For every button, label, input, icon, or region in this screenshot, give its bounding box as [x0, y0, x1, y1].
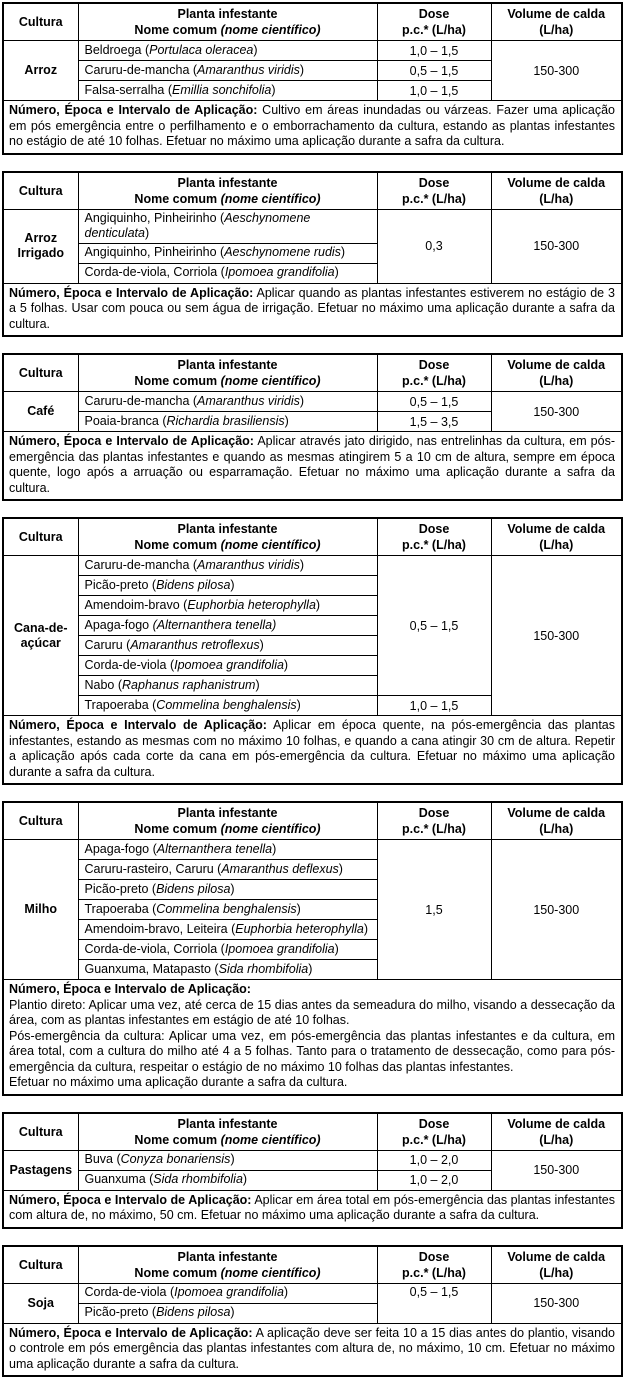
note-label: Número, Época e Intervalo de Aplicação:	[9, 1325, 253, 1340]
table-pastagens	[2, 1112, 623, 1229]
scientific-name: (Alternanthera tenella)	[152, 617, 277, 632]
scientific-name: Aeschynomene denticulata	[84, 210, 311, 240]
plant-cell: Picão-preto (Bidens pilosa)	[78, 576, 377, 596]
col-header-volume: Volume de calda (L/ha)	[491, 354, 622, 392]
note-text: Aplicar através jato dirigido, nas entrelinhas da cultura, em pós-emergência das plantas infestantes e quando as mesmas atingirem 5 a 10 cm de altura, sempre em época quente, logo após a arruação ou esparramação. Efetuar no máximo uma aplicação durante a safra da cultura.	[9, 434, 615, 495]
note-text: Aplicar em área total em pós-emergência das plantas infestantes com altura de, no máximo, 50 cm. Efetuar no máximo uma aplicação durante a safra da cultura.	[9, 1192, 616, 1222]
dose-cell: 1,0 – 2,0	[377, 1170, 491, 1190]
scientific-name: Ipomoea grandifolia	[174, 1285, 284, 1300]
header-row	[3, 802, 622, 840]
header-row	[3, 1113, 622, 1151]
scientific-name: Sida rhombifolia	[218, 961, 309, 976]
plant-cell: Trapoeraba (Commelina benghalensis)	[78, 696, 377, 716]
col-header-dose: Dose p.c.* (L/ha)	[377, 1246, 491, 1284]
scientific-name: Amaranthus deflexus	[221, 861, 339, 876]
scientific-name: Conyza bonariensis	[120, 1152, 231, 1167]
note-row	[3, 1190, 622, 1228]
col-header-dose: Dose p.c.* (L/ha)	[377, 3, 491, 41]
note-paragraph: Efetuar no máximo uma aplicação durante a safra da cultura.	[9, 1075, 348, 1089]
note-row	[3, 101, 622, 154]
cultura-cell: Arroz Irrigado	[3, 209, 78, 283]
col-header-cultura: Cultura	[3, 802, 78, 840]
col-header-cultura: Cultura	[3, 1246, 78, 1284]
application-note	[3, 1190, 622, 1228]
col-header-planta: Planta infestante Nome comum (nome científico)	[78, 1113, 377, 1151]
scientific-name: Aeschynomene rudis	[224, 245, 341, 260]
dose-cell: 1,0 – 1,5	[377, 81, 491, 101]
application-note	[3, 1323, 622, 1376]
note-label: Número, Época e Intervalo de Aplicação:	[9, 1192, 252, 1207]
scientific-name: Commelina benghalensis	[156, 697, 297, 712]
note-label: Número, Época e Intervalo de Aplicação:	[9, 718, 267, 732]
plant-cell: Corda-de-viola, Corriola (Ipomoea grandifolia)	[78, 940, 377, 960]
dose-cell: 0,5 – 1,5	[377, 61, 491, 81]
cultura-cell: Pastagens	[3, 1150, 78, 1190]
plant-cell: Caruru-de-mancha (Amaranthus viridis)	[78, 61, 377, 81]
note-paragraph: Plantio direto: Aplicar uma vez, até cerca de 15 dias antes da semeadura do milho, visando a dessecação da área, com as plantas infestantes em estágio de até 10 folhas.	[9, 997, 615, 1027]
scientific-name: Richardia brasiliensis	[166, 413, 285, 428]
header-row	[3, 3, 622, 41]
dose-cell: 1,0 – 1,5	[377, 696, 491, 716]
scientific-name: Ipomoea grandifolia	[174, 657, 284, 672]
col-header-cultura: Cultura	[3, 3, 78, 41]
plant-cell: Guanxuma, Matapasto (Sida rhombifolia)	[78, 960, 377, 980]
note-row	[3, 716, 622, 785]
col-header-dose: Dose p.c.* (L/ha)	[377, 172, 491, 210]
plant-cell: Caruru (Amaranthus retroflexus)	[78, 636, 377, 656]
plant-cell: Angiquinho, Pinheirinho (Aeschynomene denticulata)	[78, 209, 377, 243]
col-header-volume: Volume de calda (L/ha)	[491, 1246, 622, 1284]
scientific-name: Euphorbia heterophylla	[235, 921, 364, 936]
volume-cell: 150-300	[491, 840, 622, 980]
note-row	[3, 432, 622, 501]
dose-cell: 1,5 – 3,5	[377, 412, 491, 432]
plant-cell: Caruru-rasteiro, Caruru (Amaranthus deflexus)	[78, 860, 377, 880]
plant-cell: Buva (Conyza bonariensis)	[78, 1150, 377, 1170]
plant-cell: Falsa-serralha (Emillia sonchifolia)	[78, 81, 377, 101]
note-row	[3, 980, 622, 1095]
scientific-name: Euphorbia heterophylla	[187, 597, 316, 612]
col-header-dose: Dose p.c.* (L/ha)	[377, 518, 491, 556]
col-header-dose: Dose p.c.* (L/ha)	[377, 1113, 491, 1151]
dose-cell: 1,0 – 2,0	[377, 1150, 491, 1170]
application-note	[3, 101, 622, 154]
dose-cell: 0,3	[377, 209, 491, 283]
plant-cell: Guanxuma (Sida rhombifolia)	[78, 1170, 377, 1190]
note-row	[3, 1323, 622, 1376]
plant-cell: Amendoim-bravo, Leiteira (Euphorbia heterophylla)	[78, 920, 377, 940]
dose-cell: 0,5 – 1,5	[377, 556, 491, 696]
note-label: Número, Época e Intervalo de Aplicação:	[9, 982, 251, 996]
header-row	[3, 354, 622, 392]
col-header-cultura: Cultura	[3, 354, 78, 392]
scientific-name: Ipomoea grandifolia	[224, 941, 335, 956]
plant-cell: Amendoim-bravo (Euphorbia heterophylla)	[78, 596, 377, 616]
table-cafe	[2, 353, 623, 501]
volume-cell: 150-300	[491, 209, 622, 283]
table-row	[3, 556, 622, 576]
volume-cell: 150-300	[491, 1283, 622, 1323]
note-label: Número, Época e Intervalo de Aplicação:	[9, 285, 254, 300]
table-cana-de-acucar	[2, 517, 623, 785]
note-label: Número, Época e Intervalo de Aplicação:	[9, 103, 258, 117]
header-row	[3, 518, 622, 556]
plant-cell: Corda-de-viola, Corriola (Ipomoea grandifolia)	[78, 263, 377, 283]
plant-cell: Caruru-de-mancha (Amaranthus viridis)	[78, 556, 377, 576]
col-header-cultura: Cultura	[3, 1113, 78, 1151]
scientific-name: Bidens pilosa	[156, 881, 231, 896]
plant-cell: Corda-de-viola (Ipomoea grandifolia)	[78, 1283, 377, 1303]
table-row	[3, 840, 622, 860]
cultura-cell: Milho	[3, 840, 78, 980]
table-milho	[2, 801, 623, 1096]
plant-cell: Nabo (Raphanus raphanistrum)	[78, 676, 377, 696]
note-text: A aplicação deve ser feita 10 a 15 dias antes do plantio, visando o controle em pós emergência das plantas infestantes com altura de, no máximo, 10 cm. Efetuar no máximo uma aplicação durante a safra da cultura.	[9, 1325, 615, 1371]
col-header-volume: Volume de calda (L/ha)	[491, 3, 622, 41]
col-header-planta: Planta infestante Nome comum (nome científico)	[78, 802, 377, 840]
note-label: Número, Época e Intervalo de Aplicação:	[9, 434, 254, 448]
note-text: Aplicar quando as plantas infestantes estiverem no estágio de 3 a 5 folhas. Usar com pouca ou sem água de irrigação. Efetuar no máximo uma aplicação durante a safra da cultura.	[9, 285, 616, 331]
scientific-name: Alternanthera tenella	[156, 841, 273, 856]
col-header-planta-line2: Nome comum (nome científico)	[134, 23, 321, 37]
cultura-cell: Cana-de-açúcar	[3, 556, 78, 716]
cultura-cell: Soja	[3, 1283, 78, 1323]
plant-cell: Trapoeraba (Commelina benghalensis)	[78, 900, 377, 920]
note-text: Aplicar em época quente, na pós-emergência das plantas infestantes, estando as mesmas com no máximo 10 folhas, e quando a cana atingir 30 cm de altura. Repetir a aplicação após cada corte da cana em pós-emergência da cultura. Efetuar no máximo uma aplicação durante a safra da cultura.	[9, 718, 615, 779]
application-note	[3, 716, 622, 785]
plant-cell: Beldroega (Portulaca oleracea)	[78, 41, 377, 61]
col-header-dose: Dose p.c.* (L/ha)	[377, 354, 491, 392]
note-row	[3, 283, 622, 336]
col-header-volume: Volume de calda (L/ha)	[491, 1113, 622, 1151]
application-note	[3, 980, 622, 1095]
table-row	[3, 209, 622, 243]
dose-cell: 1,0 – 1,5	[377, 41, 491, 61]
plant-cell: Caruru-de-mancha (Amaranthus viridis)	[78, 392, 377, 412]
scientific-name: Ipomoea grandifolia	[224, 265, 335, 280]
table-row	[3, 1283, 622, 1303]
col-header-volume: Volume de calda (L/ha)	[491, 518, 622, 556]
plant-cell: Picão-preto (Bidens pilosa)	[78, 880, 377, 900]
scientific-name: Emillia sonchifolia	[172, 82, 272, 97]
scientific-name: Commelina benghalensis	[156, 901, 297, 916]
scientific-name: Sida rhombifolia	[153, 1172, 243, 1187]
col-header-planta: Planta infestante Nome comum (nome científico)	[78, 172, 377, 210]
table-row	[3, 41, 622, 61]
header-row	[3, 172, 622, 210]
scientific-name: Amaranthus retroflexus	[130, 637, 260, 652]
col-header-planta-line1: Planta infestante	[177, 7, 278, 21]
col-header-planta: Planta infestante Nome comum (nome científico)	[78, 354, 377, 392]
application-note	[3, 283, 622, 336]
col-header-dose: Dose p.c.* (L/ha)	[377, 802, 491, 840]
scientific-name: Portulaca oleracea	[149, 42, 254, 57]
plant-cell: Apaga-fogo (Alternanthera tenella)	[78, 840, 377, 860]
table-row	[3, 392, 622, 412]
col-header-planta	[78, 3, 377, 41]
table-row	[3, 1150, 622, 1170]
plant-cell: Poaia-branca (Richardia brasiliensis)	[78, 412, 377, 432]
plant-cell: Corda-de-viola (Ipomoea grandifolia)	[78, 656, 377, 676]
dose-cell: 1,5	[377, 840, 491, 980]
scientific-name: Amaranthus viridis	[197, 557, 300, 572]
volume-cell: 150-300	[491, 392, 622, 432]
table-arroz-irrigado	[2, 171, 623, 338]
header-row	[3, 1246, 622, 1284]
cultura-cell: Arroz	[3, 41, 78, 101]
plant-cell: Angiquinho, Pinheirinho (Aeschynomene rudis)	[78, 243, 377, 263]
note-text: Cultivo em áreas inundadas ou várzeas. Fazer uma aplicação em pós emergência entre o perfilhamento e o emborrachamento da cultura, estando as plantas infestantes no estágio de até 10 folhas. Efetuar no máximo uma aplicação durante a safra da cultura.	[9, 103, 616, 148]
scientific-name: Bidens pilosa	[156, 1305, 231, 1320]
col-header-planta: Planta infestante Nome comum (nome científico)	[78, 1246, 377, 1284]
note-paragraph: Pós-emergência da cultura: Aplicar uma vez, em pós-emergência das plantas infestantes e da cultura, em área total, com a cultura do milho até 4 a 5 folhas. Tanto para o tratamento de dessecação, como para pós-emergência da cultura, respeitar o estágio de no máximo 10 folhas das plantas infestantes.	[9, 1028, 615, 1074]
scientific-name: Amaranthus viridis	[197, 62, 300, 77]
volume-cell: 150-300	[491, 556, 622, 716]
col-header-volume: Volume de calda (L/ha)	[491, 802, 622, 840]
dose-cell: 0,5 – 1,5	[377, 1283, 491, 1323]
col-header-cultura: Cultura	[3, 518, 78, 556]
col-header-volume: Volume de calda (L/ha)	[491, 172, 622, 210]
scientific-name: Amaranthus viridis	[197, 393, 300, 408]
scientific-name: Raphanus raphanistrum	[122, 677, 256, 692]
volume-cell: 150-300	[491, 41, 622, 101]
scientific-name: Bidens pilosa	[156, 577, 231, 592]
volume-cell: 150-300	[491, 1150, 622, 1190]
table-arroz	[2, 2, 623, 155]
application-note	[3, 432, 622, 501]
plant-cell: Picão-preto (Bidens pilosa)	[78, 1303, 377, 1323]
plant-cell: Apaga-fogo (Alternanthera tenella)	[78, 616, 377, 636]
cultura-cell: Café	[3, 392, 78, 432]
col-header-planta: Planta infestante Nome comum (nome científico)	[78, 518, 377, 556]
col-header-cultura: Cultura	[3, 172, 78, 210]
dose-cell: 0,5 – 1,5	[377, 392, 491, 412]
table-soja	[2, 1245, 623, 1378]
